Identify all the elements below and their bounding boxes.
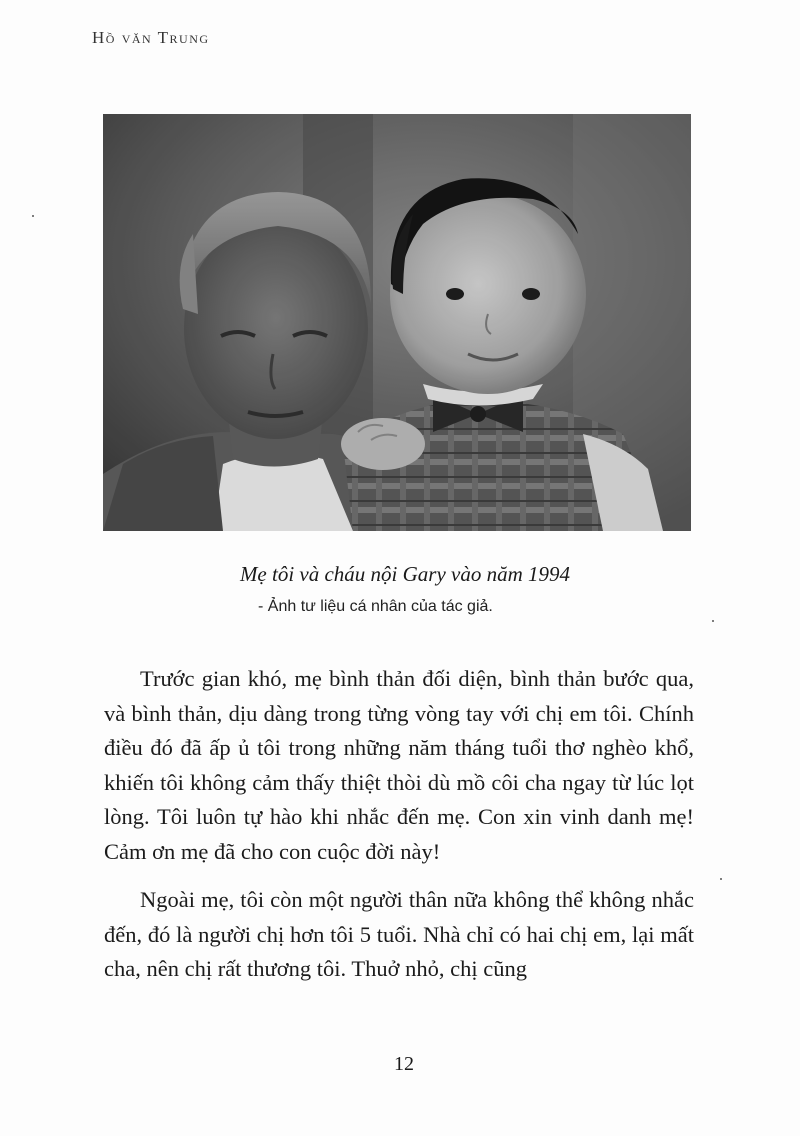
scan-speck [712,620,714,622]
page-number: 12 [394,1053,414,1075]
photo-grandmother-and-child [103,114,691,531]
running-head: Hồ văn Trung [92,28,210,47]
photo-caption: Mẹ tôi và cháu nội Gary vào năm 1994 [239,562,571,586]
paragraph: Trước gian khó, mẹ bình thản đối diện, bình thản bước qua, và bình thản, dịu dàng trong từng vòng tay với chị em tôi. Chính điều đó đã ấp ủ tôi trong những năm tháng tuổi thơ nghèo khổ, khiến tôi không cảm thấy thiệt thòi dù mồ côi cha ngay từ lúc lọt lòng. Tôi luôn tự hào khi nhắc đến mẹ. Con xin vinh danh mẹ! Cảm ơn mẹ đã cho con cuộc đời này! [104,666,694,864]
scan-speck [32,215,34,217]
paragraph: Ngoài mẹ, tôi còn một người thân nữa không thể không nhắc đến, đó là người chị hơn tôi 5 tuổi. Nhà chỉ có hai chị em, lại mất cha, nên chị rất thương tôi. Thuở nhỏ, chị cũng [104,887,694,981]
scan-speck [720,878,722,880]
body-text [104,662,694,987]
photo-credit: - Ảnh tư liệu cá nhân của tác giả. [258,598,493,615]
